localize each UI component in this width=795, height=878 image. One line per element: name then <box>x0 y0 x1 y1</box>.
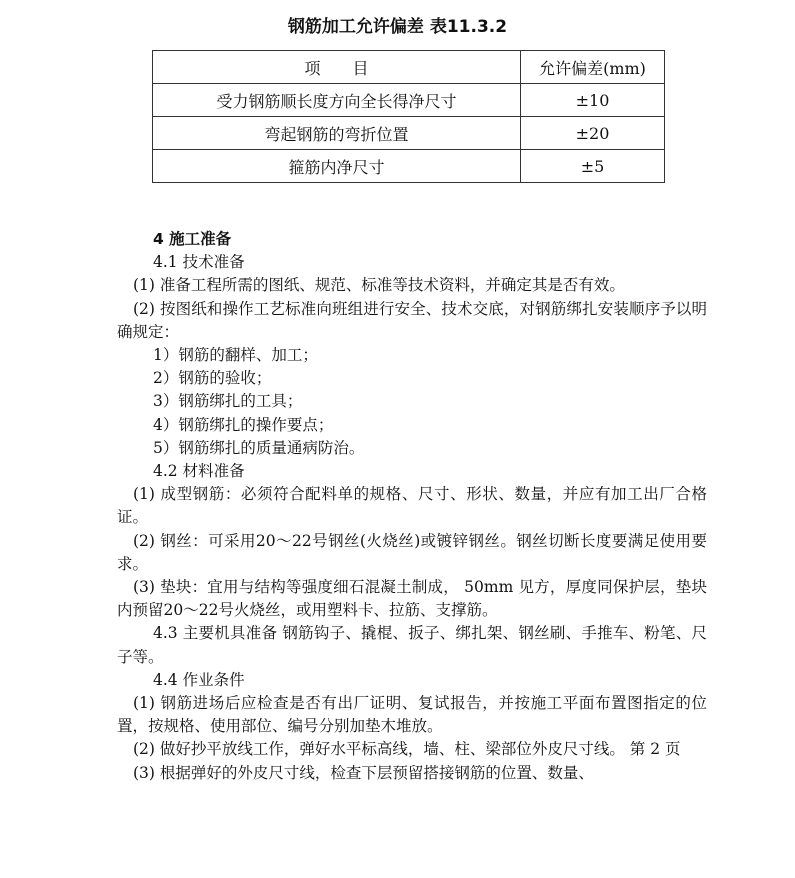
cell-tolerance: ±10 <box>521 84 665 117</box>
list-item: 4）钢筋绑扎的操作要点； <box>153 415 334 434</box>
cell-item: 受力钢筋顺长度方向全长得净尺寸 <box>153 84 521 117</box>
cell-item: 箍筋内净尺寸 <box>153 150 521 183</box>
header-tolerance: 允许偏差(mm) <box>521 51 665 84</box>
table-row <box>153 150 665 183</box>
subsection-heading: 4.4 作业条件 <box>153 670 245 689</box>
section-heading: 4 施工准备 <box>153 230 232 248</box>
paragraph: (2) 钢丝：可采用20～22号钢丝(火烧丝)或镀锌钢丝。钢丝切断长度要满足使用要求。 <box>117 531 707 573</box>
paragraph: (3) 根据弹好的外皮尺寸线，检查下层预留搭接钢筋的位置、数量、 <box>133 763 594 782</box>
table-row <box>153 84 665 117</box>
paragraph: (1) 准备工程所需的图纸、规范、标准等技术资料，并确定其是否有效。 <box>133 276 625 295</box>
paragraph: (2) 按图纸和操作工艺标准向班组进行安全、技术交底，对钢筋绑扎安装顺序予以明确规定： <box>117 299 707 341</box>
tolerance-table <box>152 50 665 183</box>
list-item: 2）钢筋的验收； <box>153 369 272 388</box>
document-body <box>117 228 707 785</box>
table-header-row <box>153 51 665 84</box>
list-item: 1）钢筋的翻样、加工； <box>153 346 318 365</box>
paragraph: (3) 垫块：宜用与结构等强度细石混凝土制成， 50mm 见方，厚度同保护层，垫块内预留20～22号火烧丝，或用塑料卡、拉筋、支撑筋。 <box>117 578 707 620</box>
list-item: 3）钢筋绑扎的工具； <box>153 392 303 411</box>
list-item: 5）钢筋绑扎的质量通病防治。 <box>153 438 365 457</box>
cell-tolerance: ±20 <box>521 117 665 150</box>
subsection-paragraph: 4.3 主要机具准备 钢筋钩子、撬棍、扳子、绑扎架、钢丝刷、手推车、粉笔、尺子等。 <box>117 624 707 666</box>
table-row <box>153 117 665 150</box>
table-title: 钢筋加工允许偏差 表11.3.2 <box>287 17 508 37</box>
paragraph: (1) 成型钢筋：必须符合配料单的规格、尺寸、形状、数量，并应有加工出厂合格证。 <box>117 485 707 527</box>
cell-tolerance: ±5 <box>521 150 665 183</box>
paragraph: (1) 钢筋进场后应检查是否有出厂证明、复试报告，并按施工平面布置图指定的位置，按规格、使用部位、编号分别加垫木堆放。 <box>117 694 707 736</box>
header-item: 项 目 <box>153 51 521 84</box>
cell-item: 弯起钢筋的弯折位置 <box>153 117 521 150</box>
subsection-heading: 4.2 材料准备 <box>153 462 245 481</box>
paragraph: (2) 做好抄平放线工作，弹好水平标高线，墙、柱、梁部位外皮尺寸线。 第 2 页 <box>133 740 681 759</box>
subsection-heading: 4.1 技术准备 <box>153 253 245 272</box>
